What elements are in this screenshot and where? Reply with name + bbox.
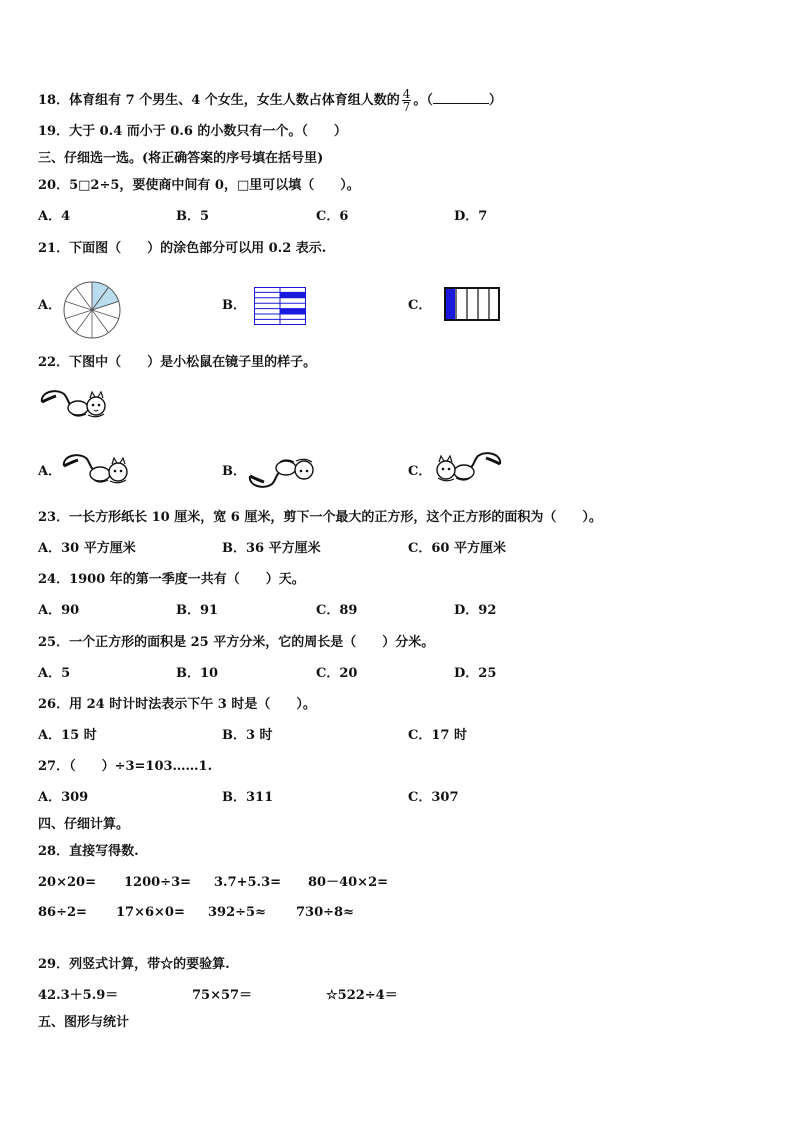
paren-open: 。（	[413, 93, 433, 108]
fraction-denominator: 7	[402, 100, 411, 114]
q27-option-b[interactable]: B．311	[222, 790, 274, 805]
q28-item: 20×20=	[38, 875, 96, 890]
question-22: 22．下图中（ ）是小松鼠在镜子里的样子。	[38, 355, 317, 370]
q25-option-b[interactable]: B．10	[176, 666, 219, 681]
squirrel-option-a-figure	[60, 452, 134, 488]
q28-item: 1200÷3=	[124, 875, 192, 890]
q28-item: 86÷2=	[38, 905, 87, 920]
q22-option-b[interactable]: B．	[222, 464, 246, 479]
q26-option-a[interactable]: A．15 时	[38, 728, 97, 743]
q24-option-c[interactable]: C．89	[316, 603, 358, 618]
section-4-heading: 四、仔细计算。	[38, 817, 130, 832]
question-18-text: 18．体育组有 7 个男生、4 个女生，女生人数占体育组人数的	[38, 93, 400, 108]
bar-rectangle-figure	[444, 287, 500, 321]
q25-option-d[interactable]: D．25	[454, 666, 497, 681]
q20-option-c[interactable]: C．6	[316, 209, 349, 224]
question-26: 26．用 24 时计时法表示下午 3 时是（ ）。	[38, 697, 316, 712]
wheel-figure	[62, 280, 122, 340]
fraction-numerator: 4	[402, 87, 411, 101]
q25-option-a[interactable]: A．5	[38, 666, 71, 681]
q22-option-c[interactable]: C．	[408, 464, 432, 479]
q28-item: 730÷8≈	[296, 905, 354, 920]
q24-option-d[interactable]: D．92	[454, 603, 497, 618]
q24-option-b[interactable]: B．91	[176, 603, 219, 618]
q27-option-a[interactable]: A．309	[38, 790, 89, 805]
section-3-heading: 三、仔细选一选。(将正确答案的序号填在括号里)	[38, 151, 324, 166]
squirrel-original-figure	[38, 386, 112, 422]
q24-option-a[interactable]: A．90	[38, 603, 80, 618]
q29-item: 75×57＝	[192, 988, 253, 1003]
question-27: 27．（ ）÷3=103……1.	[38, 759, 213, 774]
squirrel-option-b-figure	[244, 452, 320, 490]
q28-item: 17×6×0=	[116, 905, 185, 920]
striped-rectangle-figure	[254, 287, 306, 325]
q29-item: 42.3＋5.9＝	[38, 988, 119, 1003]
answer-blank[interactable]	[433, 91, 489, 104]
q21-option-c[interactable]: C．	[408, 298, 432, 313]
q25-option-c[interactable]: C．20	[316, 666, 358, 681]
question-19: 19．大于 0.4 而小于 0.6 的小数只有一个。（ ）	[38, 124, 347, 139]
q26-option-c[interactable]: C．17 时	[408, 728, 467, 743]
question-20: 20．5□2÷5，要使商中间有 0，□里可以填（ ）。	[38, 178, 360, 193]
q22-option-a[interactable]: A．	[38, 464, 62, 479]
question-29: 29．列竖式计算，带☆的要验算.	[38, 957, 230, 972]
question-24: 24．1900 年的第一季度一共有（ ）天。	[38, 572, 305, 587]
q27-option-c[interactable]: C．307	[408, 790, 459, 805]
q28-item: 3.7+5.3=	[214, 875, 282, 890]
section-5-heading: 五、图形与统计	[38, 1015, 130, 1030]
q23-option-a[interactable]: A．30 平方厘米	[38, 541, 136, 556]
q21-option-a[interactable]: A．	[38, 298, 62, 313]
q23-option-b[interactable]: B．36 平方厘米	[222, 541, 321, 556]
fraction	[402, 88, 412, 113]
q28-item: 80－40×2=	[308, 875, 389, 890]
q21-option-b[interactable]: B．	[222, 298, 246, 313]
squirrel-option-c-figure	[430, 450, 504, 486]
question-21: 21．下面图（ ）的涂色部分可以用 0.2 表示.	[38, 241, 327, 256]
question-23: 23．一长方形纸长 10 厘米，宽 6 厘米，剪下一个最大的正方形，这个正方形的面积为（ ）。	[38, 510, 602, 525]
q23-option-c[interactable]: C．60 平方厘米	[408, 541, 506, 556]
paren-close: ）	[488, 93, 502, 108]
q20-option-d[interactable]: D．7	[454, 209, 488, 224]
q20-option-a[interactable]: A．4	[38, 209, 71, 224]
q29-item: ☆522÷4＝	[326, 988, 398, 1003]
q28-item: 392÷5≈	[208, 905, 266, 920]
question-25: 25．一个正方形的面积是 25 平方分米，它的周长是（ ）分米。	[38, 635, 435, 650]
question-18	[38, 88, 502, 113]
question-28: 28．直接写得数.	[38, 844, 139, 859]
q20-option-b[interactable]: B．5	[176, 209, 210, 224]
q26-option-b[interactable]: B．3 时	[222, 728, 273, 743]
